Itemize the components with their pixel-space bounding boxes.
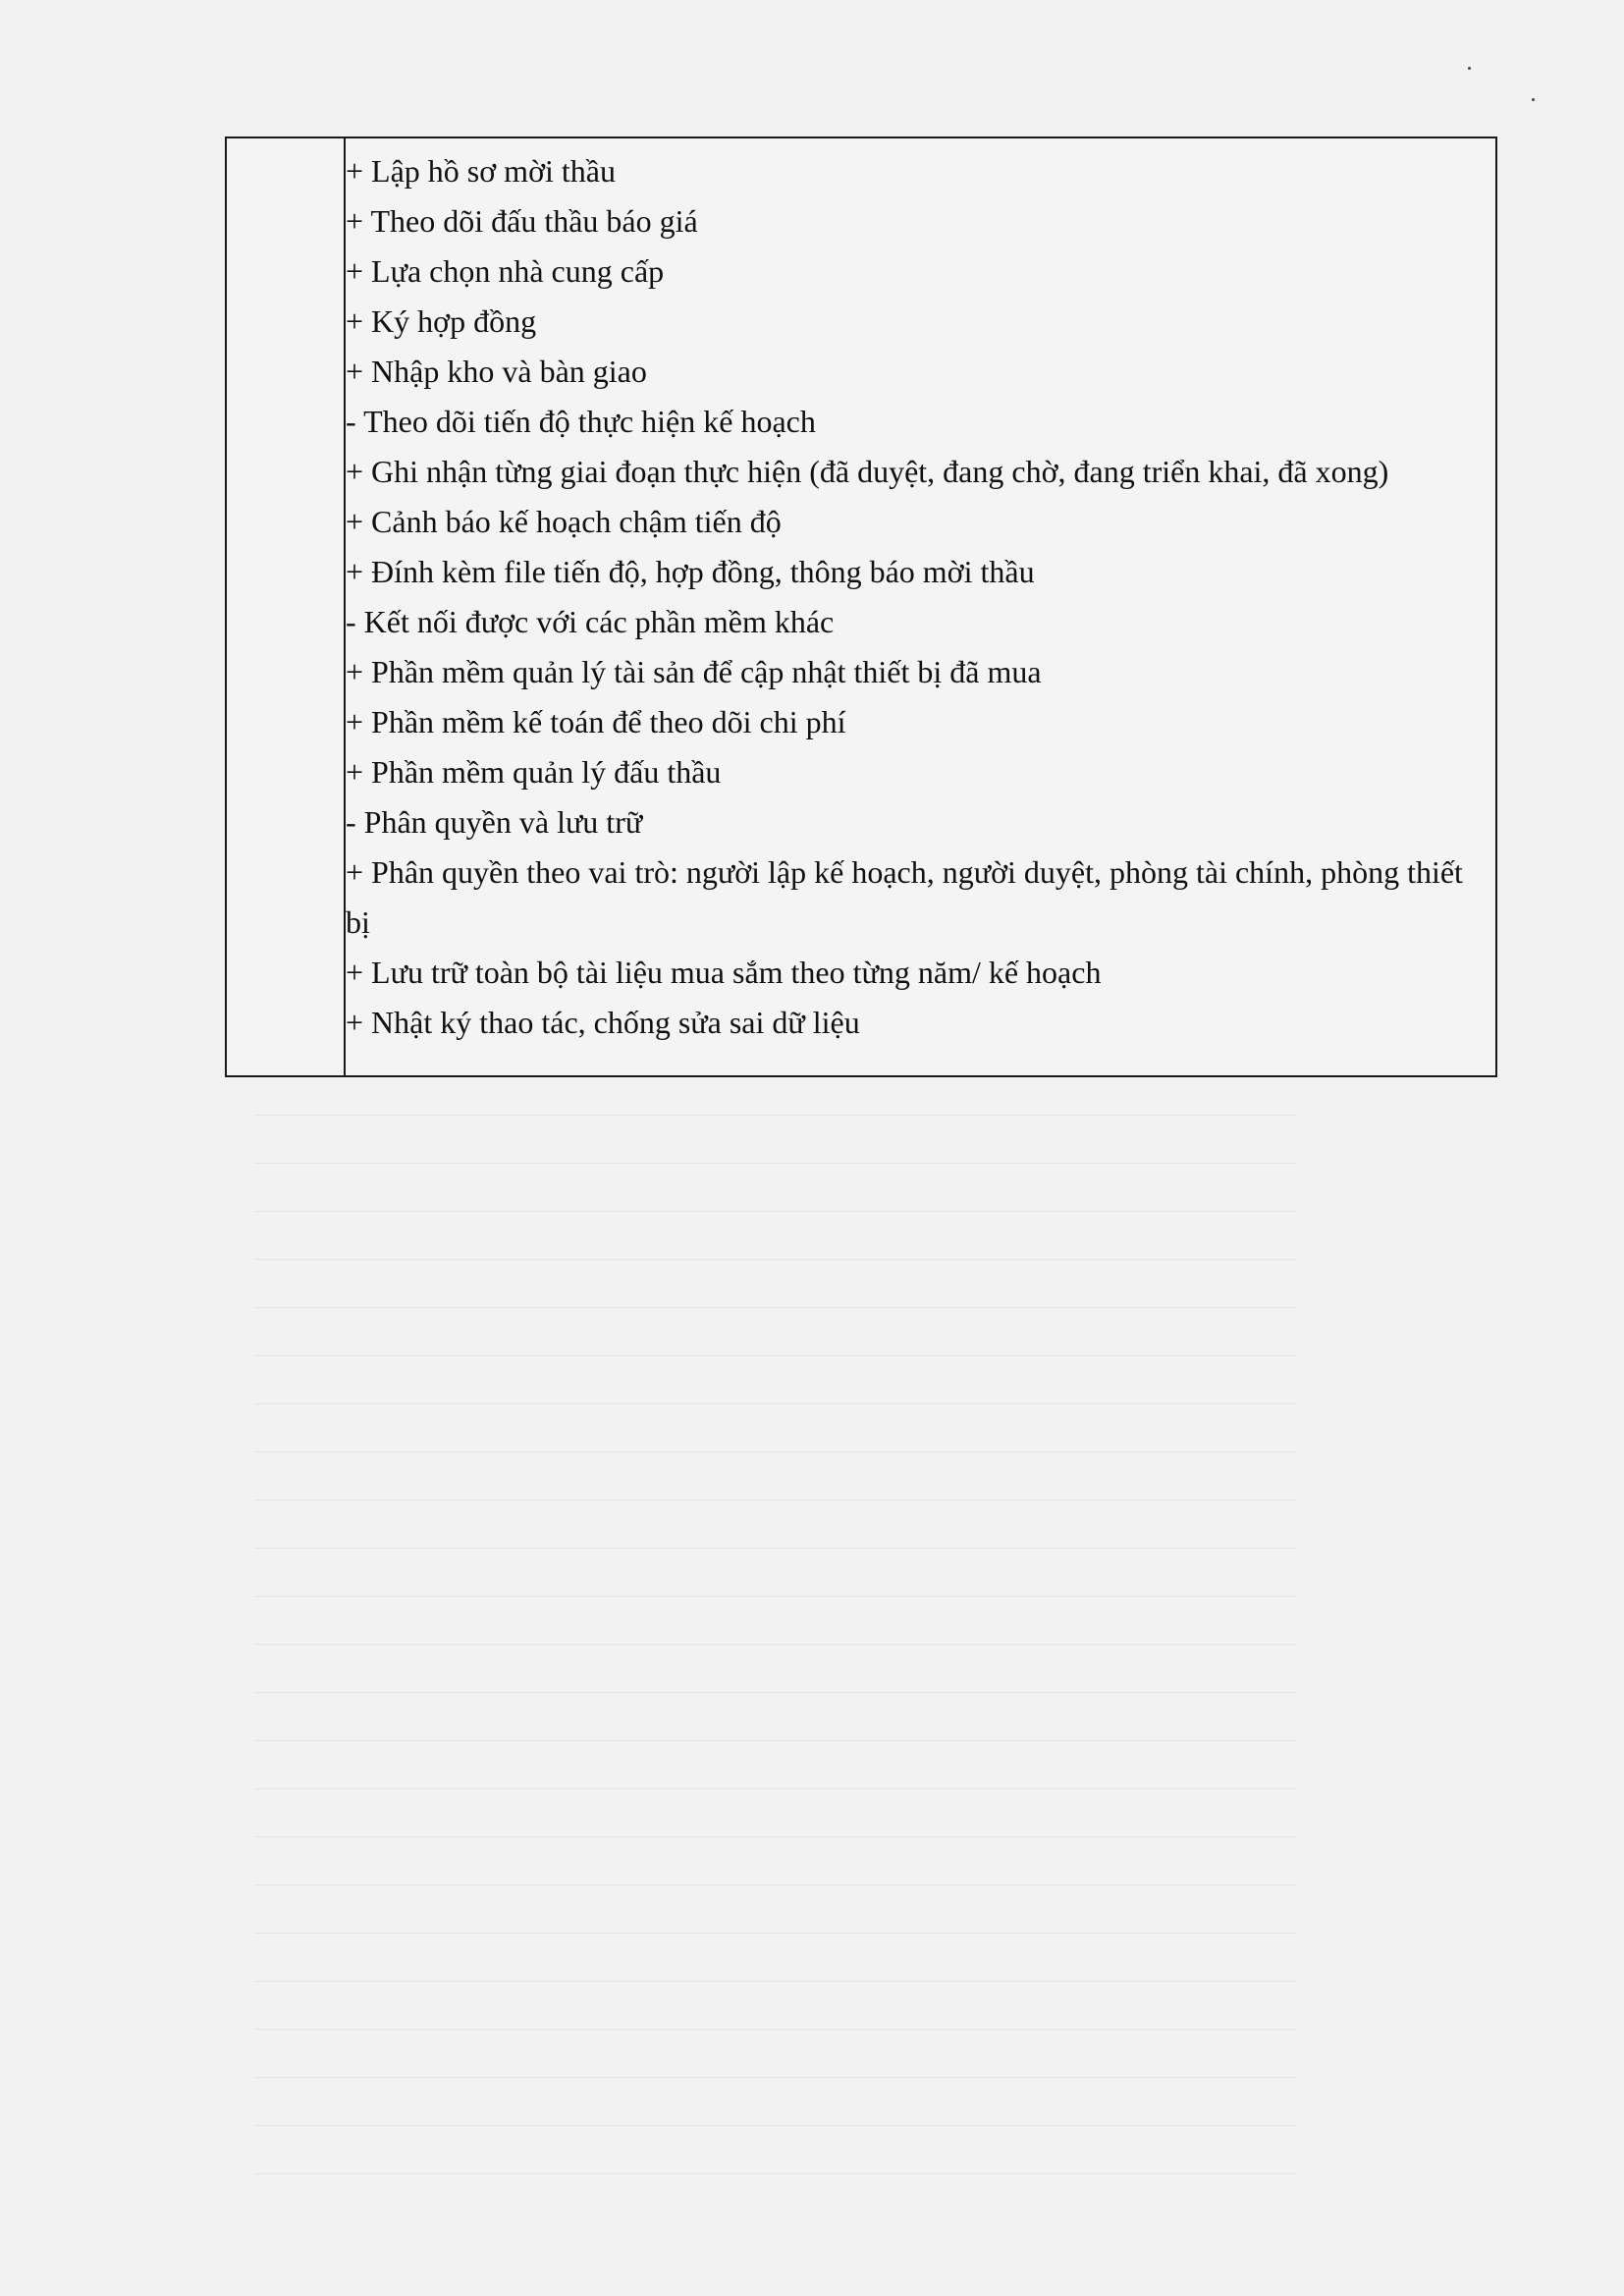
table-content-column xyxy=(346,138,1495,1075)
list-item: - Phân quyền và lưu trữ xyxy=(346,804,643,840)
bleed-through-shadow xyxy=(255,1021,1296,2160)
list-item: + Phần mềm kế toán để theo dõi chi phí xyxy=(346,704,846,739)
list-item: + Theo dõi đấu thầu báo giá xyxy=(346,203,698,239)
list-item: + Ký hợp đồng xyxy=(346,303,537,339)
list-item: + Lựa chọn nhà cung cấp xyxy=(346,253,665,289)
requirements-table xyxy=(225,137,1497,1077)
list-item: + Lập hồ sơ mời thầu xyxy=(346,153,616,189)
list-item: + Nhật ký thao tác, chống sửa sai dữ liệu xyxy=(346,1005,860,1040)
list-item: + Đính kèm file tiến độ, hợp đồng, thông báo mời thầu xyxy=(346,554,1035,589)
list-item: + Phân quyền theo vai trò: người lập kế hoạch, người duyệt, phòng tài chính, phòng thiết bị xyxy=(346,854,1463,940)
scan-speck xyxy=(1468,67,1471,70)
list-item: - Kết nối được với các phần mềm khác xyxy=(346,604,835,639)
list-item: + Cảnh báo kế hoạch chậm tiến độ xyxy=(346,504,782,539)
list-item: + Lưu trữ toàn bộ tài liệu mua sắm theo từng năm/ kế hoạch xyxy=(346,955,1102,990)
list-item: - Theo dõi tiến độ thực hiện kế hoạch xyxy=(346,404,816,439)
list-item: + Phần mềm quản lý đấu thầu xyxy=(346,754,722,790)
list-item: + Phần mềm quản lý tài sản để cập nhật thiết bị đã mua xyxy=(346,654,1042,689)
list-item: + Ghi nhận từng giai đoạn thực hiện (đã duyệt, đang chờ, đang triển khai, đã xong) xyxy=(346,454,1389,489)
list-item: + Nhập kho và bàn giao xyxy=(346,354,647,389)
table-left-column xyxy=(227,138,346,1075)
scan-speck xyxy=(1532,98,1535,101)
